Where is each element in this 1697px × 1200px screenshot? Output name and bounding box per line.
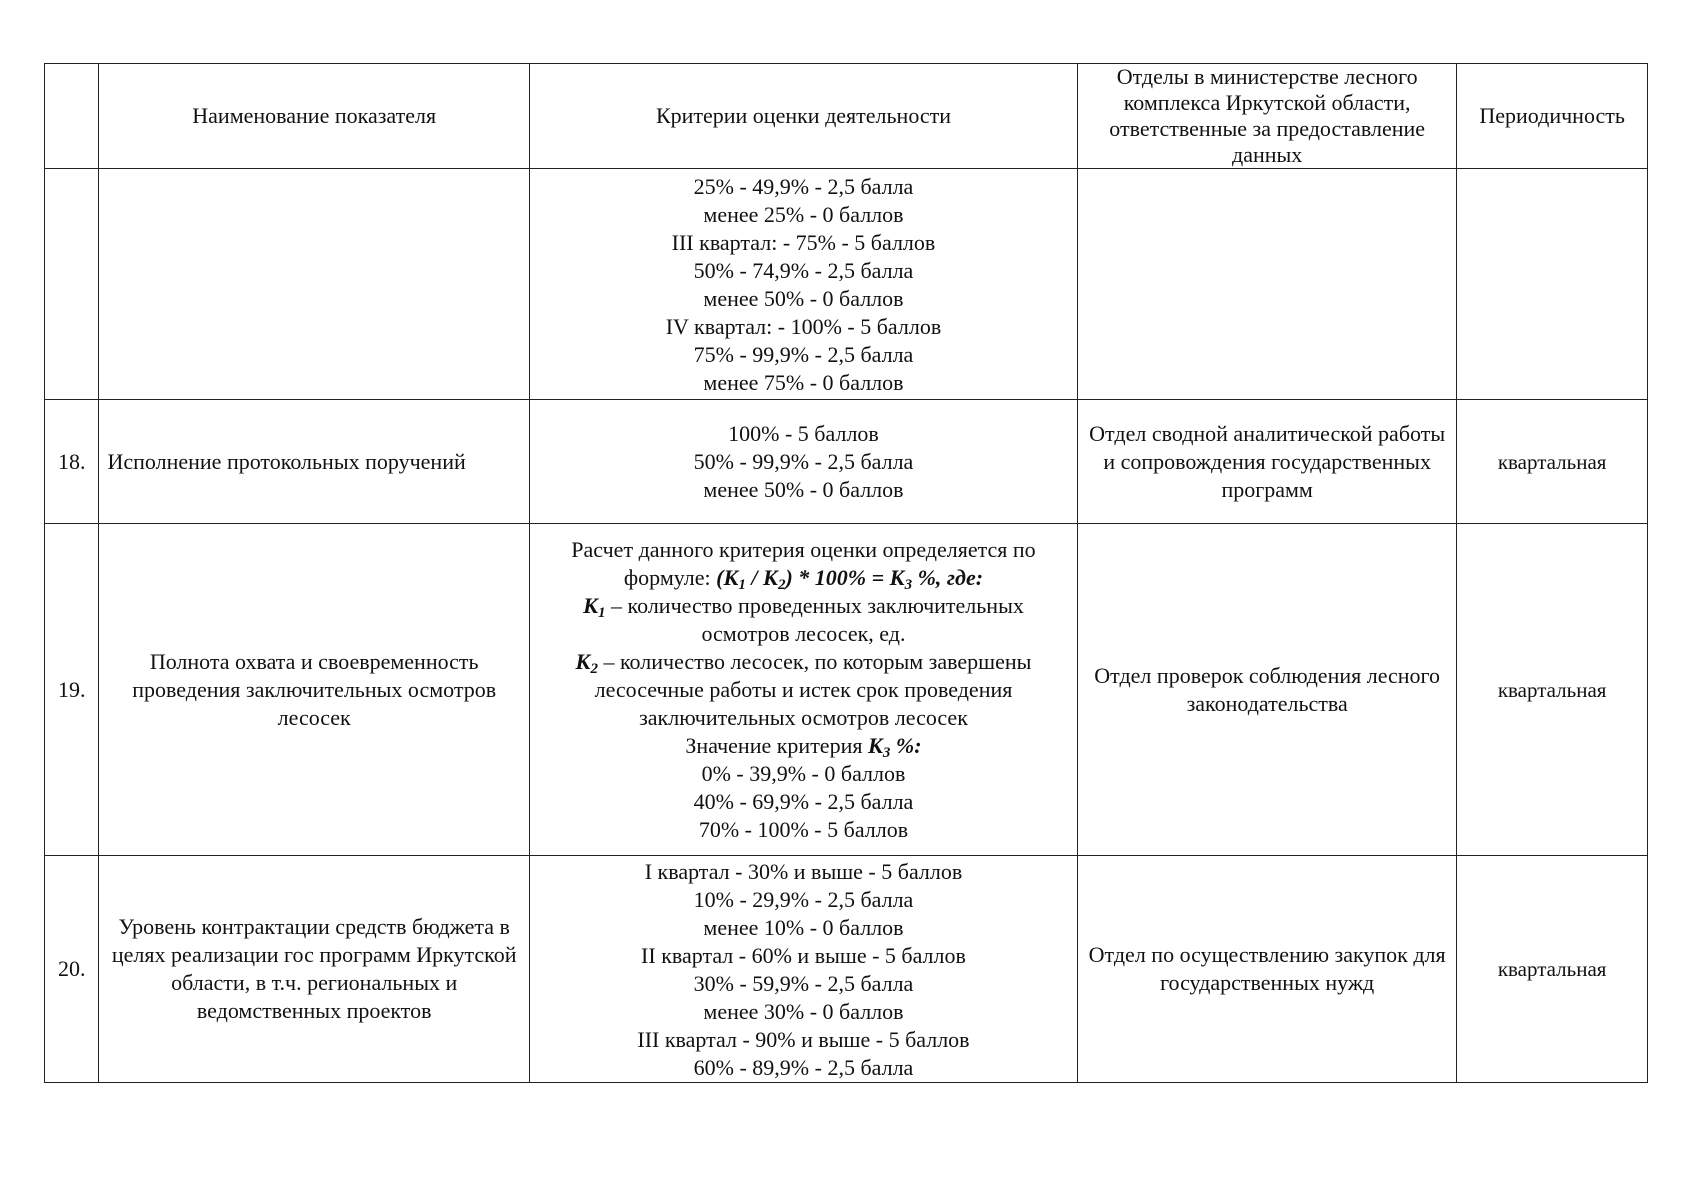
row-indicator-name	[99, 169, 529, 400]
criteria-k1-definition: $К_1$ – количество проведенных заключительных	[583, 592, 1024, 621]
row-indicator-name: Уровень контрактации средств бюджета в целях реализации гос программ Иркутской области, в т.ч. региональных и ведомственных проектов	[99, 856, 529, 1083]
criteria-line: менее 50% - 0 баллов	[703, 476, 904, 502]
criteria-line: III квартал - 90% и выше - 5 баллов	[637, 1027, 970, 1052]
row-department: Отдел проверок соблюдения лесного законодательства	[1078, 524, 1457, 856]
table-row-19	[45, 524, 1648, 856]
row-indicator-name: Исполнение протокольных поручений	[99, 400, 529, 524]
criteria-intro: Расчет данного критерия оценки определяется по	[571, 536, 1036, 562]
criteria-line: 50% - 99,9% - 2,5 балла	[693, 448, 914, 474]
row-department: Отдел по осуществлению закупок для государственных нужд	[1078, 856, 1457, 1083]
criteria-formula: формуле: $(К_1 / К_2) * 100\% = К_3$ %, где:	[623, 564, 984, 593]
table-row-20	[45, 856, 1648, 1083]
indicators-table	[44, 63, 1648, 1083]
header-number-cell	[45, 64, 99, 169]
row-periodicity	[1457, 169, 1648, 400]
criteria-line: 25% - 49,9% - 2,5 балла	[693, 174, 914, 199]
table-row-continuation	[45, 169, 1648, 400]
criteria-line: III квартал: - 75% - 5 баллов	[671, 230, 936, 255]
row-criteria	[529, 400, 1077, 524]
criteria-line: II квартал - 60% и выше - 5 баллов	[641, 943, 966, 968]
row-periodicity: квартальная	[1457, 400, 1648, 524]
header-periodicity: Периодичность	[1457, 64, 1648, 169]
criteria-line: менее 10% - 0 баллов	[703, 915, 904, 940]
criteria-line: 10% - 29,9% - 2,5 балла	[693, 887, 914, 912]
row-indicator-name: Полнота охвата и своевременность проведения заключительных осмотров лесосек	[99, 524, 529, 856]
table-row-18	[45, 400, 1648, 524]
row-number: 19.	[45, 524, 99, 856]
table-header-row	[45, 64, 1648, 169]
criteria-line: I квартал - 30% и выше - 5 баллов	[644, 859, 963, 884]
row-number	[45, 169, 99, 400]
criteria-k2-definition: $К_2$ – количество лесосек, по которым завершены	[575, 648, 1032, 677]
criteria-line: 40% - 69,9% - 2,5 балла	[693, 788, 914, 814]
criteria-line: менее 75% - 0 баллов	[703, 370, 904, 395]
criteria-line: 60% - 89,9% - 2,5 балла	[693, 1055, 914, 1080]
row-department: Отдел сводной аналитической работы и сопровождения государственных программ	[1078, 400, 1457, 524]
criteria-line: 30% - 59,9% - 2,5 балла	[693, 971, 914, 996]
criteria-line: 70% - 100% - 5 баллов	[698, 816, 909, 842]
header-departments: Отделы в министерстве лесного комплекса Иркутской области, ответственные за предоставление данных	[1078, 64, 1457, 169]
criteria-line: менее 25% - 0 баллов	[703, 202, 904, 227]
criteria-line: 0% - 39,9% - 0 баллов	[701, 760, 906, 786]
row-number: 20.	[45, 856, 99, 1083]
criteria-line: лесосечные работы и истек срок проведения	[594, 676, 1013, 702]
criteria-line: 100% - 5 баллов	[728, 420, 879, 446]
criteria-line: 50% - 74,9% - 2,5 балла	[693, 258, 914, 283]
criteria-line: 75% - 99,9% - 2,5 балла	[693, 342, 914, 367]
row-periodicity: квартальная	[1457, 524, 1648, 856]
row-number: 18.	[45, 400, 99, 524]
row-criteria	[529, 169, 1077, 400]
criteria-line: осмотров лесосек, ед.	[701, 620, 906, 646]
header-indicator-name: Наименование показателя	[99, 64, 529, 169]
criteria-value-label: Значение критерия $К_3$ %:	[685, 732, 922, 761]
criteria-line: менее 50% - 0 баллов	[703, 286, 904, 311]
row-periodicity: квартальная	[1457, 856, 1648, 1083]
criteria-line: IV квартал: - 100% - 5 баллов	[665, 314, 942, 339]
row-criteria	[529, 524, 1077, 856]
row-department	[1078, 169, 1457, 400]
row-criteria	[529, 856, 1077, 1083]
header-criteria: Критерии оценки деятельности	[529, 64, 1077, 169]
criteria-line: заключительных осмотров лесосек	[639, 704, 968, 730]
criteria-line: менее 30% - 0 баллов	[703, 999, 904, 1024]
